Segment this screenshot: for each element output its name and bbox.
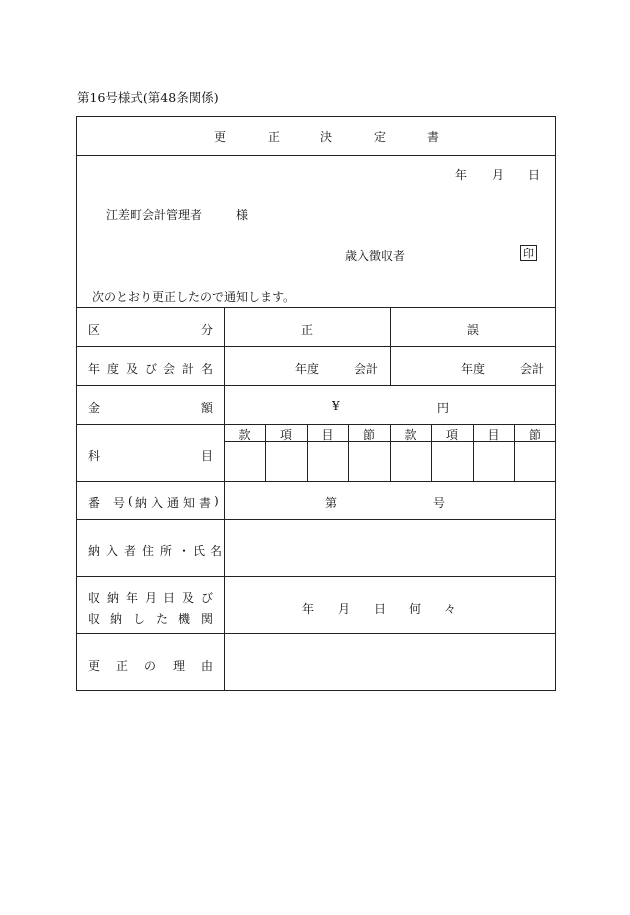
subject-header-setsu: 節 xyxy=(362,428,375,442)
receipt-label-char: 年 xyxy=(126,591,139,605)
number-label-char: 納 xyxy=(135,496,148,510)
payer-label-char: 入 xyxy=(106,544,119,558)
receipt-year-label: 年 xyxy=(302,602,315,616)
error-header: 誤 xyxy=(467,323,480,337)
recipient: 江差町会計管理者 xyxy=(106,208,203,222)
number-dai: 第 xyxy=(325,496,338,510)
receipt-label-char: び xyxy=(201,591,214,605)
number-label-char: 通 xyxy=(167,496,180,510)
correct-header: 正 xyxy=(301,323,314,337)
yen-sign: ¥ xyxy=(332,399,340,413)
number-go: 号 xyxy=(433,496,446,510)
receipt-label-char: 機 xyxy=(178,612,191,626)
error-fiscal-year: 年度 xyxy=(461,362,486,376)
number-label-char: ( xyxy=(128,494,133,508)
correct-fiscal-year: 年度 xyxy=(295,362,320,376)
divider xyxy=(390,307,391,385)
number-label-char: 書 xyxy=(199,496,212,510)
date-month-label: 月 xyxy=(492,168,505,182)
divider xyxy=(76,424,556,425)
receipt-day-label: 日 xyxy=(374,602,387,616)
reason-label-char: 更 xyxy=(88,659,101,673)
seal-stamp xyxy=(520,245,537,261)
subject-header-kan: 款 xyxy=(238,428,251,442)
divider xyxy=(76,346,556,347)
divider xyxy=(76,576,556,577)
receipt-label-char: 及 xyxy=(182,591,195,605)
date-day-label: 日 xyxy=(528,168,541,182)
subject-label-left: 科 xyxy=(88,449,101,463)
receipt-label-char: し xyxy=(133,612,146,626)
number-label-char: 知 xyxy=(183,496,196,510)
number-label-char: ) xyxy=(214,494,219,508)
amount-label-right: 額 xyxy=(201,401,214,415)
category-label-left: 区 xyxy=(88,323,101,337)
subject-label-right: 目 xyxy=(201,449,214,463)
sender: 歳入徴収者 xyxy=(345,249,406,263)
title-char: 書 xyxy=(427,130,440,144)
divider xyxy=(76,633,556,634)
amount-label-left: 金 xyxy=(88,401,101,415)
error-account: 会計 xyxy=(520,362,545,376)
receipt-label-char: 収 xyxy=(88,591,101,605)
fiscal-label-char: 及 xyxy=(126,362,139,376)
divider xyxy=(76,307,556,308)
receipt-label-char: 収 xyxy=(88,612,101,626)
reason-label-char: 理 xyxy=(173,659,186,673)
payer-label-char: 住 xyxy=(142,544,155,558)
divider xyxy=(76,155,556,156)
payer-label-char: 所 xyxy=(160,544,173,558)
reason-label-char: 由 xyxy=(201,659,214,673)
payer-label-char: 納 xyxy=(88,544,101,558)
fiscal-label-char: び xyxy=(145,362,158,376)
payer-label-char: 氏 xyxy=(193,544,206,558)
subject-header-setsu: 節 xyxy=(528,428,541,442)
title-char: 正 xyxy=(268,130,281,144)
correct-account: 会計 xyxy=(354,362,379,376)
date-year-label: 年 xyxy=(455,168,468,182)
number-label-char: 号 xyxy=(113,496,126,510)
fiscal-label-char: 年 xyxy=(88,362,101,376)
form-number: 第16号様式(第48条関係) xyxy=(77,90,219,105)
title-char: 決 xyxy=(320,130,333,144)
divider xyxy=(76,519,556,520)
receipt-label-char: 日 xyxy=(163,591,176,605)
payer-label-char: 者 xyxy=(124,544,137,558)
divider xyxy=(76,385,556,386)
receipt-label-char: 納 xyxy=(107,591,120,605)
subject-header-moku: 目 xyxy=(321,428,334,442)
receipt-label-char: 関 xyxy=(201,612,214,626)
receipt-label-char: た xyxy=(156,612,169,626)
receipt-noma-label: 々 xyxy=(444,602,457,616)
divider xyxy=(76,481,556,482)
subject-header-kou: 項 xyxy=(445,428,458,442)
receipt-label-char: 納 xyxy=(110,612,123,626)
receipt-nani-label: 何 xyxy=(409,602,422,616)
payer-label-char: ・ xyxy=(178,544,191,558)
reason-label-char: の xyxy=(144,659,157,673)
fiscal-label-char: 度 xyxy=(107,362,120,376)
divider xyxy=(224,307,225,691)
yen-unit: 円 xyxy=(437,401,450,415)
subject-header-moku: 目 xyxy=(487,428,500,442)
reason-label-char: 正 xyxy=(116,659,129,673)
category-label-right: 分 xyxy=(201,323,214,337)
number-label-char: 番 xyxy=(88,496,101,510)
fiscal-label-char: 計 xyxy=(182,362,195,376)
fiscal-label-char: 名 xyxy=(201,362,214,376)
title-char: 更 xyxy=(214,130,227,144)
payer-label-char: 名 xyxy=(210,544,223,558)
number-label-char: 入 xyxy=(151,496,164,510)
notice-text: 次のとおり更正したので通知します。 xyxy=(92,290,296,304)
fiscal-label-char: 会 xyxy=(163,362,176,376)
subject-header-kou: 項 xyxy=(279,428,292,442)
receipt-label-char: 月 xyxy=(145,591,158,605)
recipient-suffix: 様 xyxy=(236,208,249,222)
receipt-month-label: 月 xyxy=(338,602,351,616)
seal-label: 印 xyxy=(523,247,534,260)
title-char: 定 xyxy=(374,130,387,144)
subject-header-kan: 款 xyxy=(404,428,417,442)
